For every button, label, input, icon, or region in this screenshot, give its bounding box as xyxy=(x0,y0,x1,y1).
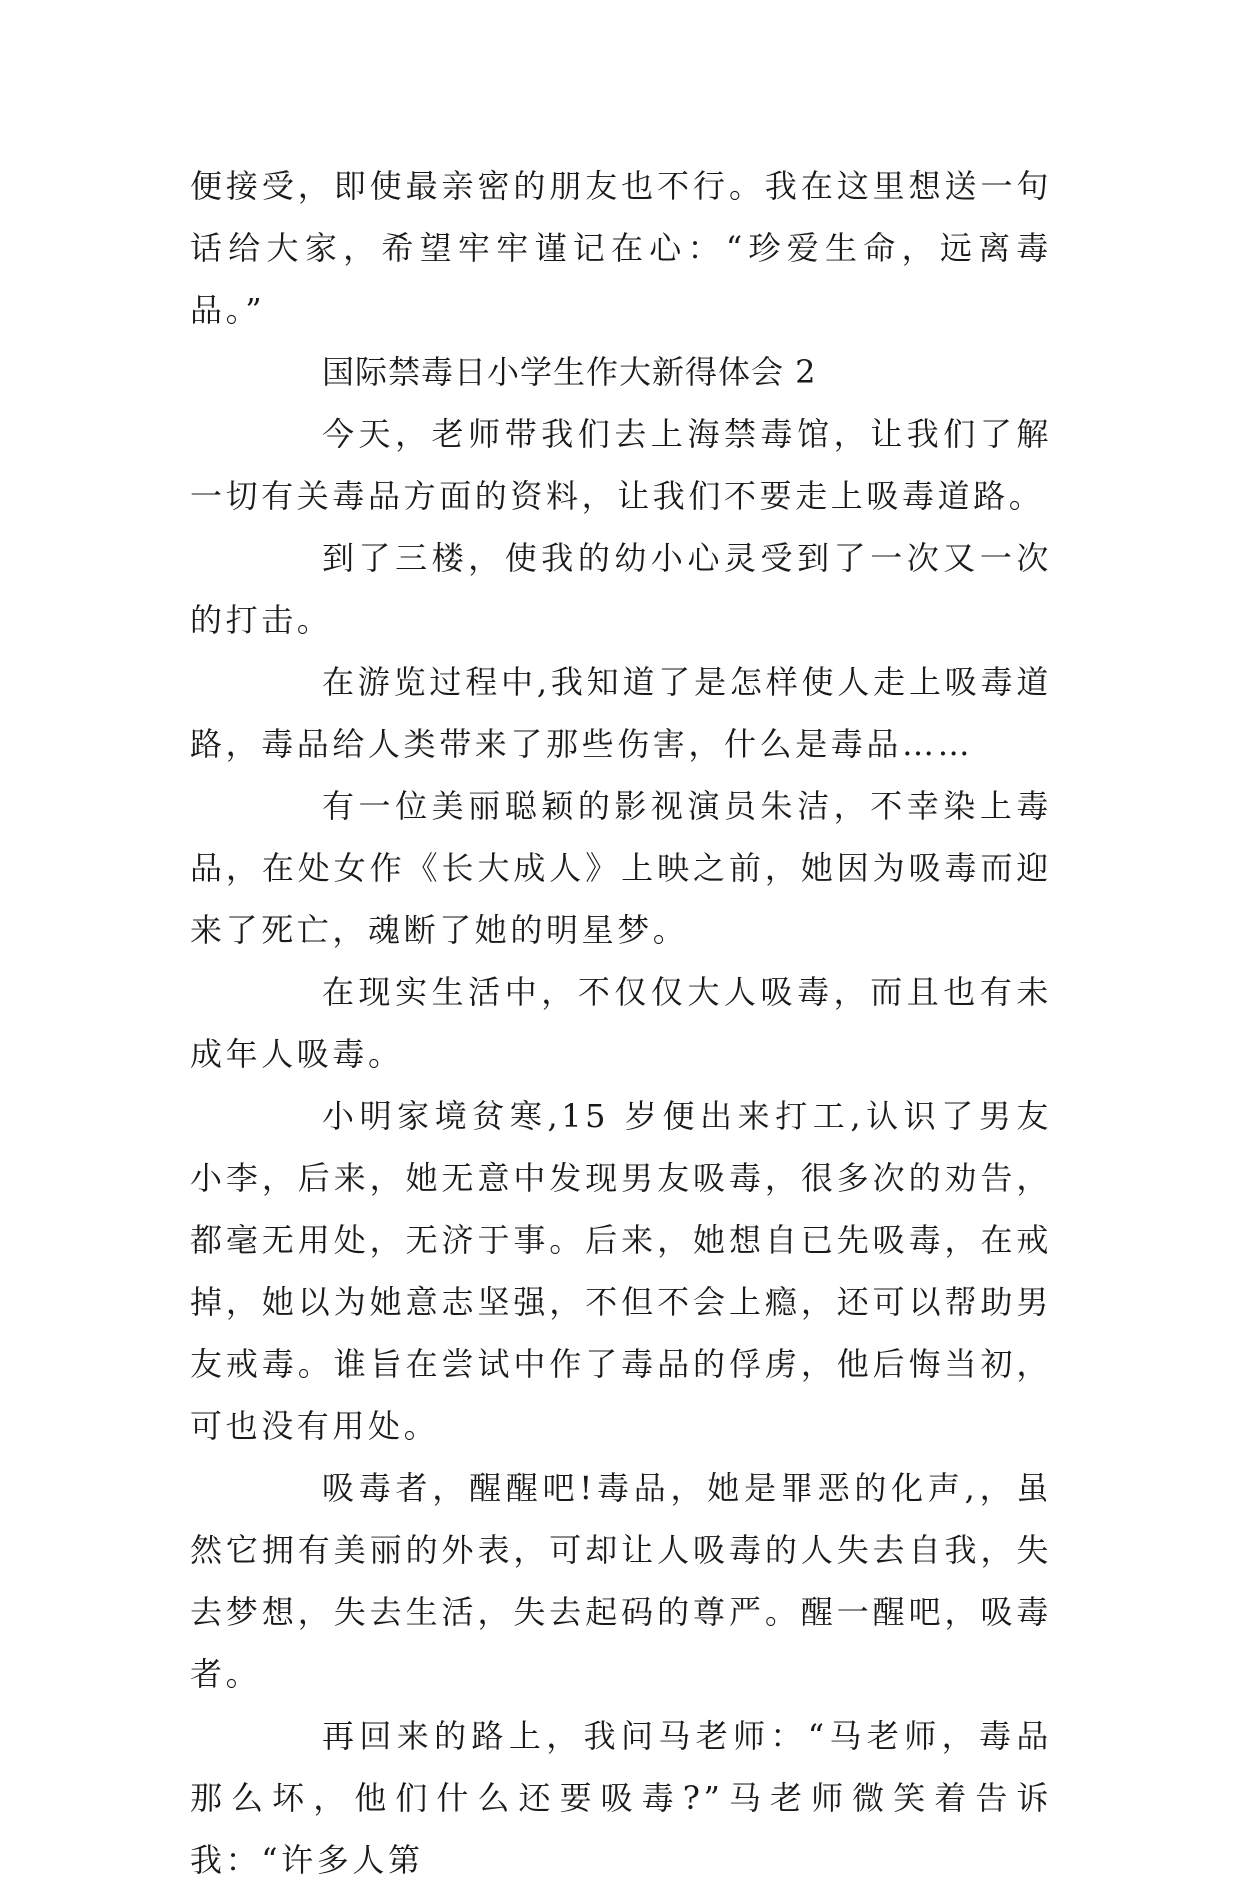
document-body xyxy=(190,155,1052,1891)
paragraph-wake-up: 吸毒者，醒醒吧!毒品，她是罪恶的化声,，虽然它拥有美丽的外表，可却让人吸毒的人失去自我，失去梦想，失去生活，失去起码的尊严。醒一醒吧，吸毒者。 xyxy=(190,1469,1052,1693)
paragraph-museum-visit: 今天，老师带我们去上海禁毒馆，让我们了解一切有关毒品方面的资料，让我们不要走上吸毒道路。 xyxy=(190,415,1052,515)
paragraph-return-trip: 再回来的路上，我问马老师：“马老师，毒品那么坏，他们什么还要吸毒?”马老师微笑着告诉我：“许多人第 xyxy=(190,1717,1052,1879)
paragraph-tour-process: 在游览过程中,我知道了是怎样使人走上吸毒道路，毒品给人类带来了那些伤害，什么是毒品…… xyxy=(190,663,1052,763)
paragraph-actress-story: 有一位美丽聪颖的影视演员朱洁，不幸染上毒品，在处女作《长大成人》上映之前，她因为吸毒而迎来了死亡，魂断了她的明星梦。 xyxy=(190,787,1052,949)
paragraph-real-life: 在现实生活中，不仅仅大人吸毒，而且也有未成年人吸毒。 xyxy=(190,973,1052,1073)
paragraph-continuation: 便接受，即使最亲密的朋友也不行。我在这里想送一句话给大家，希望牢牢谨记在心：“珍爱生命，远离毒品。” xyxy=(190,167,1052,329)
section-title: 国际禁毒日小学生作大新得体会 2 xyxy=(322,353,817,391)
paragraph-third-floor: 到了三楼，使我的幼小心灵受到了一次又一次的打击。 xyxy=(190,539,1052,639)
paragraph-xiaoming-story: 小明家境贫寒,15 岁便出来打工,认识了男友小李，后来，她无意中发现男友吸毒，很多次的劝告，都毫无用处，无济于事。后来，她想自已先吸毒，在戒掉，她以为她意志坚强，不但不会上瘾，还可以帮助男友戒毒。谁旨在尝试中作了毒品的俘虏，他后悔当初，可也没有用处。 xyxy=(190,1097,1052,1445)
